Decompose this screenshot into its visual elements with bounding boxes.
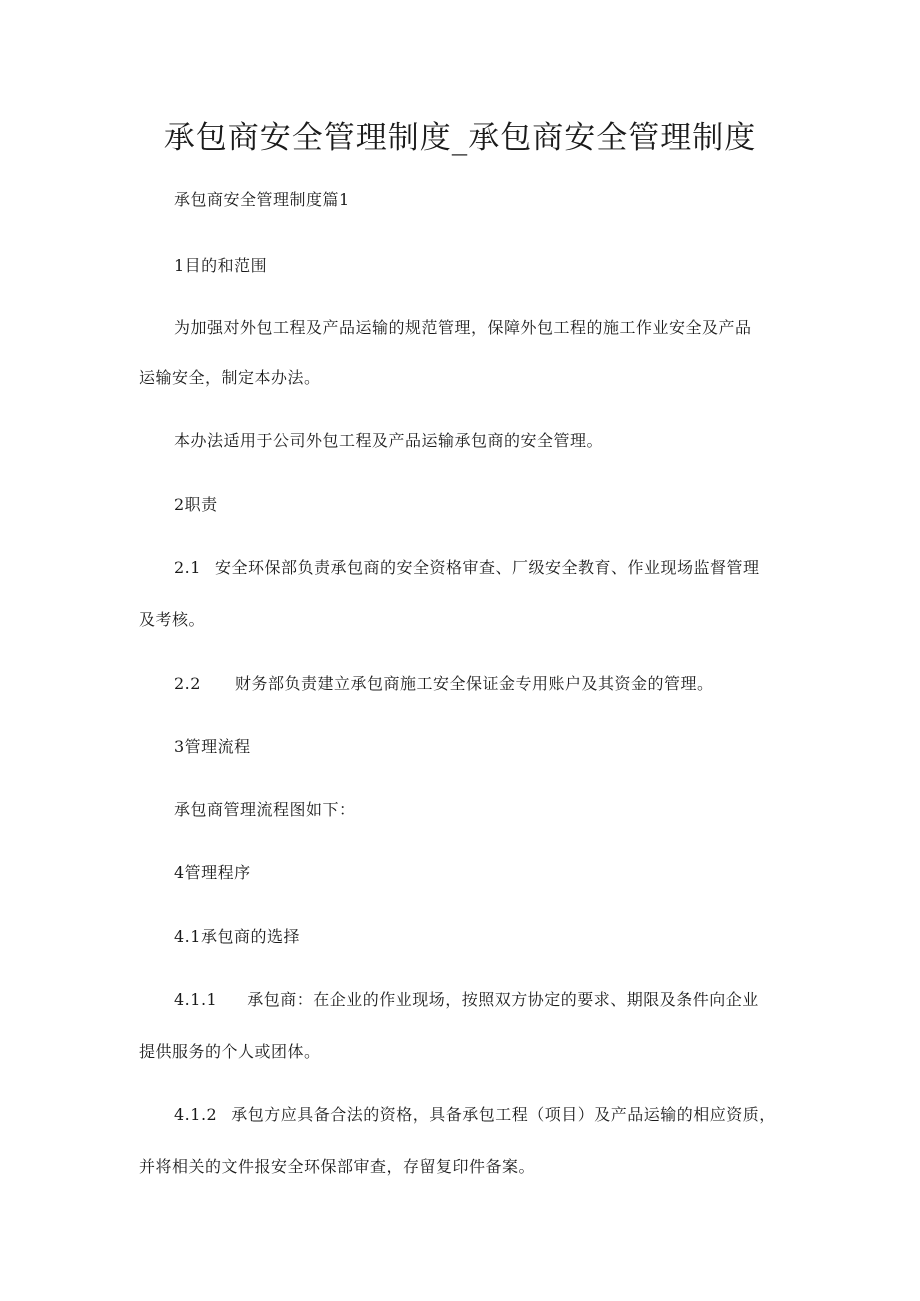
section-3-heading: 3管理流程 <box>174 737 251 756</box>
section-3-paragraph: 承包商管理流程图如下： <box>174 800 356 819</box>
section-1-paragraph-1-line-1: 为加强对外包工程及产品运输的规范管理，保障外包工程的施工作业安全及产品 <box>174 318 752 337</box>
section-2-heading: 2职责 <box>174 495 218 514</box>
section-4-1-heading: 4.1承包商的选择 <box>174 927 300 946</box>
section-1-paragraph-1-line-2: 运输安全，制定本办法。 <box>139 368 321 387</box>
section-2-2-number: 2.2 <box>174 674 201 693</box>
section-2-1-line-1 <box>174 557 759 579</box>
section-4-1-1-line-1 <box>174 989 759 1011</box>
section-2-2 <box>174 673 713 695</box>
section-4-1-2-text: 承包方应具备合法的资格，具备承包工程（项目）及产品运输的相应资质， <box>231 1105 776 1124</box>
document-title: 承包商安全管理制度_承包商安全管理制度 <box>163 120 757 156</box>
section-4-1-1-text: 承包商：在企业的作业现场，按照双方协定的要求、期限及条件向企业 <box>247 990 759 1009</box>
section-4-1-2-number: 4.1.2 <box>174 1105 218 1124</box>
section-1-paragraph-2: 本办法适用于公司外包工程及产品运输承包商的安全管理。 <box>174 431 604 450</box>
section-2-2-text: 财务部负责建立承包商施工安全保证金专用账户及其资金的管理。 <box>234 674 714 693</box>
section-2-1-number: 2.1 <box>174 558 201 577</box>
section-4-1-1-number: 4.1.1 <box>174 990 218 1009</box>
section-1-heading: 1目的和范围 <box>174 256 268 275</box>
section-2-1-line-2: 及考核。 <box>139 610 206 629</box>
section-4-1-2-line-1 <box>174 1104 776 1126</box>
section-4-1-2-line-2: 并将相关的文件报安全环保部审查，存留复印件备案。 <box>139 1157 536 1176</box>
section-2-1-text: 安全环保部负责承包商的安全资格审查、厂级安全教育、作业现场监督管理 <box>214 558 760 577</box>
document-subtitle: 承包商安全管理制度篇1 <box>174 190 350 209</box>
section-4-1-1-line-2: 提供服务的个人或团体。 <box>139 1042 321 1061</box>
section-4-heading: 4管理程序 <box>174 863 251 882</box>
